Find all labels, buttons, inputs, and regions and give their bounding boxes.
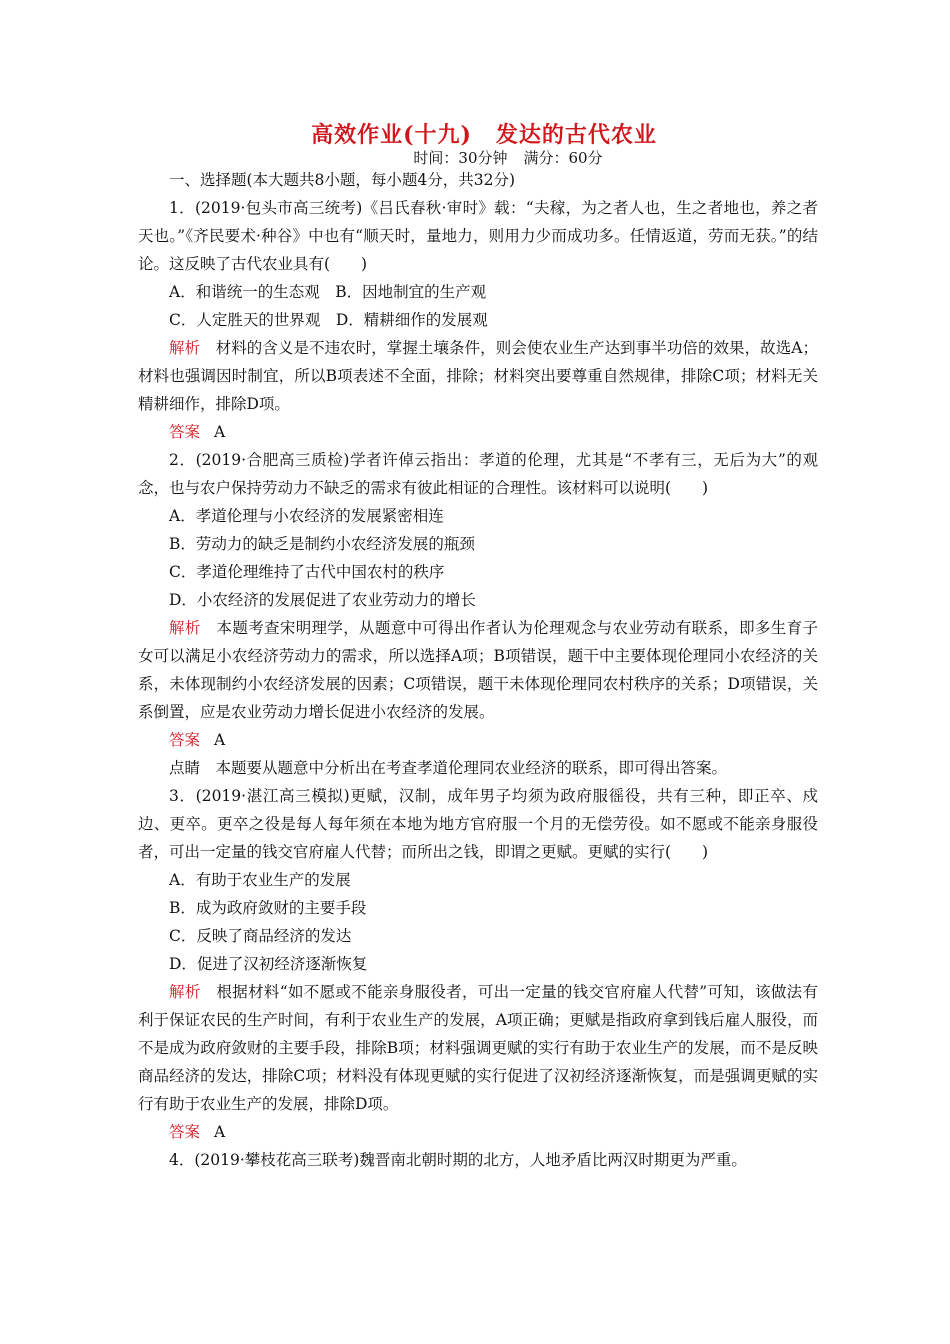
analysis	[138, 978, 818, 1118]
option-d: D．促进了汉初经济逐渐恢复	[169, 955, 368, 973]
exam-meta	[198, 148, 818, 168]
section-heading: 一、选择题(本大题共8小题，每小题4分，共32分)	[169, 171, 516, 189]
question-stem: 3．(2019·湛江高三模拟)更赋，汉制，成年男子均须为政府服徭役，共有三种，即正卒、戍边、更卒。更卒之役是每人每年须在本地为地方官府服一个月的无偿劳役。如不愿或不能亲身服役者，可出一定量的钱交官府雇人代替；而所出之钱，即谓之更赋。更赋的实行( )	[138, 787, 818, 861]
note	[138, 754, 818, 782]
title-main: 高效作业(十九)	[311, 122, 472, 148]
option-a: A．孝道伦理与小农经济的发展紧密相连	[169, 507, 444, 525]
answer-value: A	[214, 731, 226, 749]
analysis	[138, 614, 818, 726]
note-text: 本题要从题意中分析出在考查孝道伦理同农业经济的联系，即可得出答案。	[215, 759, 728, 777]
question-2	[138, 446, 818, 782]
option-d: D．小农经济的发展促进了农业劳动力的增长	[169, 591, 476, 609]
analysis-label: 解析	[169, 339, 201, 357]
question-stem: 4．(2019·攀枝花高三联考)魏晋南北朝时期的北方，人地矛盾比两汉时期更为严重。	[169, 1151, 747, 1169]
analysis-label: 解析	[169, 619, 201, 637]
title-sub: 发达的古代农业	[495, 122, 657, 148]
option-c: C．孝道伦理维持了古代中国农村的秩序	[169, 563, 445, 581]
answer	[138, 418, 818, 446]
full-score: 满分：60分	[523, 149, 603, 167]
analysis-label: 解析	[169, 983, 201, 1001]
answer	[138, 1118, 818, 1146]
page-title	[150, 118, 818, 152]
option-row: A．和谐统一的生态观 B．因地制宜的生产观	[169, 283, 487, 301]
time-limit: 时间：30分钟	[413, 149, 508, 167]
question-3	[138, 782, 818, 1146]
question-stem: 1．(2019·包头市高三统考)《吕氏春秋·审时》载：“夫稼，为之者人也，生之者地也，养之者天也。”《齐民要术·种谷》中也有“顺天时，量地力，则用力少而成功多。任情返道，劳而无获。”的结论。这反映了古代农业具有( )	[138, 199, 818, 273]
analysis-text: 材料的含义是不违农时，掌握土壤条件，则会使农业生产达到事半功倍的效果，故选A；材料也强调因时制宜，所以B项表述不全面，排除；材料突出要尊重自然规律，排除C项；材料无关精耕细作，排除D项。	[138, 339, 818, 413]
question-stem: 2．(2019·合肥高三质检)学者许倬云指出：孝道的伦理，尤其是“不孝有三，无后为大”的观念，也与农户保持劳动力不缺乏的需求有彼此相证的合理性。该材料可以说明( )	[138, 451, 818, 497]
option-b: B．劳动力的缺乏是制约小农经济发展的瓶颈	[169, 535, 475, 553]
answer-label: 答案	[169, 731, 201, 749]
answer-value: A	[214, 1123, 226, 1141]
analysis	[138, 334, 818, 418]
question-4	[138, 1146, 818, 1174]
answer-value: A	[214, 423, 226, 441]
analysis-text: 根据材料“如不愿或不能亲身服役者，可出一定量的钱交官府雇人代替”可知，该做法有利于保证农民的生产时间，有利于农业生产的发展，A项正确；更赋是指政府拿到钱后雇人服役，而不是成为政府敛财的主要手段，排除B项；材料强调更赋的实行有助于农业生产的发展，而不是反映商品经济的发达，排除C项；材料没有体现更赋的实行促进了汉初经济逐渐恢复，而是强调更赋的实行有助于农业生产的发展，排除D项。	[138, 983, 818, 1113]
note-label: 点睛	[169, 759, 201, 777]
answer	[138, 726, 818, 754]
answer-label: 答案	[169, 423, 201, 441]
option-c: C．反映了商品经济的发达	[169, 927, 352, 945]
document-page	[138, 118, 818, 1174]
option-row: C．人定胜天的世界观 D．精耕细作的发展观	[169, 311, 488, 329]
answer-label: 答案	[169, 1123, 201, 1141]
analysis-text: 本题考查宋明理学，从题意中可得出作者认为伦理观念与农业劳动有联系，即多生育子女可以满足小农经济劳动力的需求，所以选择A项；B项错误，题干中主要体现伦理同小农经济的关系，未体现制约小农经济发展的因素；C项错误，题干未体现伦理同农村秩序的关系；D项错误，关系倒置，应是农业劳动力增长促进小农经济的发展。	[138, 619, 818, 721]
option-b: B．成为政府敛财的主要手段	[169, 899, 367, 917]
question-1	[138, 194, 818, 446]
option-a: A．有助于农业生产的发展	[169, 871, 351, 889]
